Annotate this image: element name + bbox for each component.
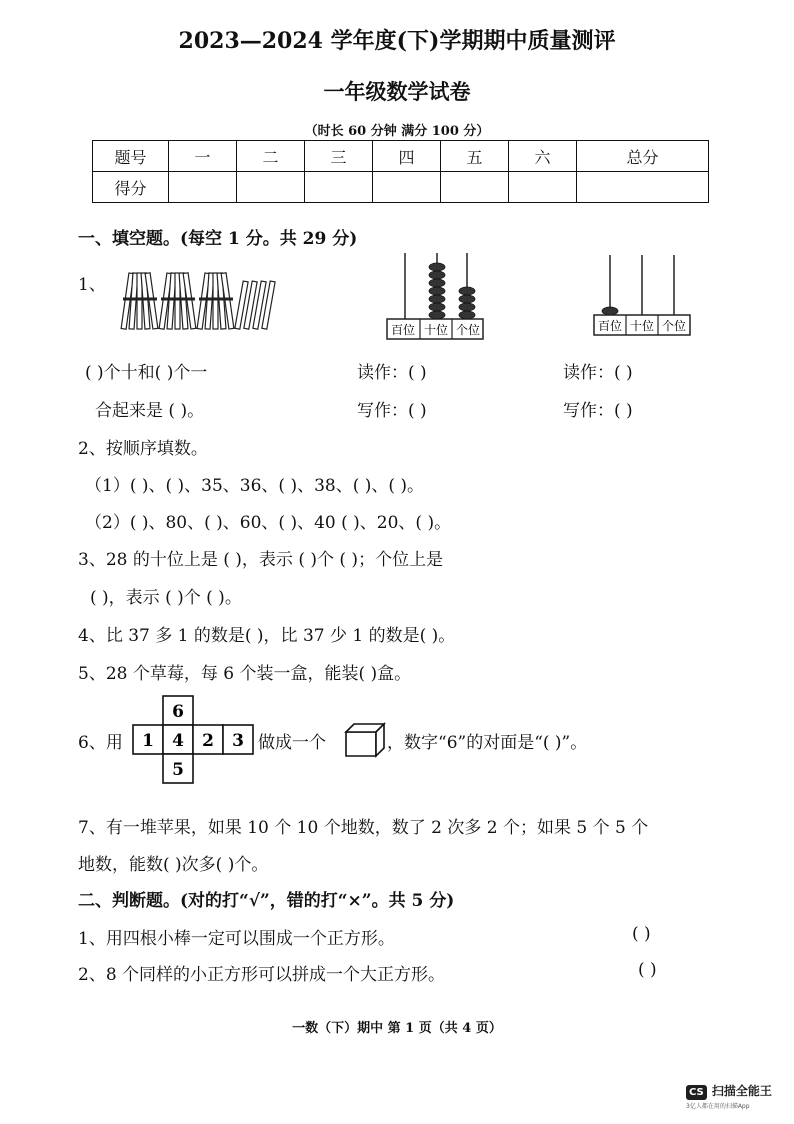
q2-heading: 2、按顺序填数。: [78, 439, 208, 459]
page-footer: 一数（下）期中 第 1 页（共 4 页）: [292, 1021, 502, 1036]
cube-icon: [344, 722, 388, 758]
stick-bundle: [197, 273, 234, 329]
tens-beads: [429, 263, 445, 319]
q4-text[interactable]: 4、比 37 多 1 的数是( )，比 37 少 1 的数是( )。: [78, 626, 456, 646]
cube-net: [132, 695, 254, 785]
net-face-top: 6: [172, 702, 184, 722]
net-face: 1: [142, 731, 154, 751]
net-face: 3: [232, 731, 244, 751]
section2-heading: 二、判断题。(对的打“√”，错的打“×”。共 5 分): [78, 891, 455, 911]
score-header-cell: 总分: [577, 141, 709, 172]
judge-blank-2[interactable]: ( ): [638, 960, 657, 980]
stick-bundle: [159, 273, 196, 329]
abacus-label-hundreds: 百位: [597, 319, 623, 333]
watermark-tagline: 3亿人都在用的扫描App: [686, 1103, 750, 1110]
q2-sequence-2[interactable]: （2）( )、80、( )、60、( )、40 ( )、20、( )。: [85, 513, 452, 533]
q1-tens-ones-blank[interactable]: ( )个十和( )个一: [85, 363, 208, 383]
q6-prefix: 6、用: [78, 733, 123, 753]
score-header-cell: 四: [373, 141, 441, 172]
score-entry-cell[interactable]: [305, 172, 373, 203]
score-entry-cell[interactable]: [373, 172, 441, 203]
score-header-cell: 一: [169, 141, 237, 172]
score-entry-cell[interactable]: [169, 172, 237, 203]
score-entry-cell[interactable]: [441, 172, 509, 203]
q1-total-blank[interactable]: 合起来是 ( )。: [95, 401, 205, 421]
judge-item-1: 1、用四根小棒一定可以围成一个正方形。: [78, 929, 395, 949]
judge-blank-1[interactable]: ( ): [632, 924, 651, 944]
q3-line2[interactable]: ( )，表示 ( )个 ( )。: [90, 588, 242, 608]
score-table-header-row: [93, 141, 709, 172]
single-sticks: [235, 281, 275, 329]
score-table: [92, 140, 709, 203]
q3-line1[interactable]: 3、28 的十位上是 ( )，表示 ( )个 ( )；个位上是: [78, 550, 444, 570]
q1-write-blank-1[interactable]: 写作：( ): [357, 401, 427, 421]
section1-heading: 一、填空题。(每空 1 分。共 29 分): [78, 229, 358, 249]
hundreds-bead: [602, 307, 618, 315]
ones-beads: [459, 287, 475, 319]
score-header-cell: 五: [441, 141, 509, 172]
score-header-cell: 题号: [93, 141, 169, 172]
camscanner-logo-icon: CS: [686, 1085, 707, 1100]
abacus-label-ones: 个位: [661, 319, 687, 333]
q1-read-blank-2[interactable]: 读作：( ): [563, 363, 633, 383]
net-face: 4: [172, 731, 184, 751]
score-row-label: 得分: [93, 172, 169, 203]
stick-bundles-image: [115, 265, 285, 335]
scanner-watermark: [686, 1080, 772, 1110]
q7-line2[interactable]: 地数，能数( )次多( )个。: [78, 855, 269, 875]
q1-number: 1、: [78, 275, 106, 295]
q2-sequence-1[interactable]: （1）( )、( )、35、36、( )、38、( )、( )。: [85, 476, 425, 496]
watermark-name: 扫描全能王: [711, 1084, 772, 1098]
score-header-cell: 三: [305, 141, 373, 172]
score-entry-cell[interactable]: [237, 172, 305, 203]
score-entry-cell[interactable]: [509, 172, 577, 203]
score-table-score-row: [93, 172, 709, 203]
exam-title: 2023—2024 学年度(下)学期期中质量测评: [178, 28, 616, 54]
abacus-label-tens: 十位: [423, 323, 449, 337]
score-header-cell: 二: [237, 141, 305, 172]
score-entry-cell[interactable]: [577, 172, 709, 203]
exam-meta: （时长 60 分钟 满分 100 分）: [304, 124, 490, 139]
abacus-label-hundreds: 百位: [390, 323, 416, 337]
net-face-bottom: 5: [172, 760, 184, 780]
q5-text[interactable]: 5、28 个草莓，每 6 个装一盒，能装( )盒。: [78, 664, 412, 684]
judge-item-2: 2、8 个同样的小正方形可以拼成一个大正方形。: [78, 965, 446, 985]
exam-subtitle: 一年级数学试卷: [323, 79, 471, 104]
q1-read-blank-1[interactable]: 读作：( ): [357, 363, 427, 383]
q7-line1: 7、有一堆苹果，如果 10 个 10 个地数，数了 2 次多 2 个；如果 5 个 5 个: [78, 818, 649, 838]
q1-write-blank-2[interactable]: 写作：( ): [563, 401, 633, 421]
abacus-label-tens: 十位: [629, 319, 655, 333]
q6-suffix[interactable]: ，数字“6”的对面是“( )”。: [387, 733, 588, 753]
stick-bundle: [121, 273, 158, 329]
abacus-label-ones: 个位: [455, 323, 481, 337]
abacus-one-bead: [592, 255, 692, 341]
net-face: 2: [202, 731, 214, 751]
score-header-cell: 六: [509, 141, 577, 172]
abacus-with-beads: [385, 253, 485, 343]
q6-middle: 做成一个: [258, 733, 326, 753]
